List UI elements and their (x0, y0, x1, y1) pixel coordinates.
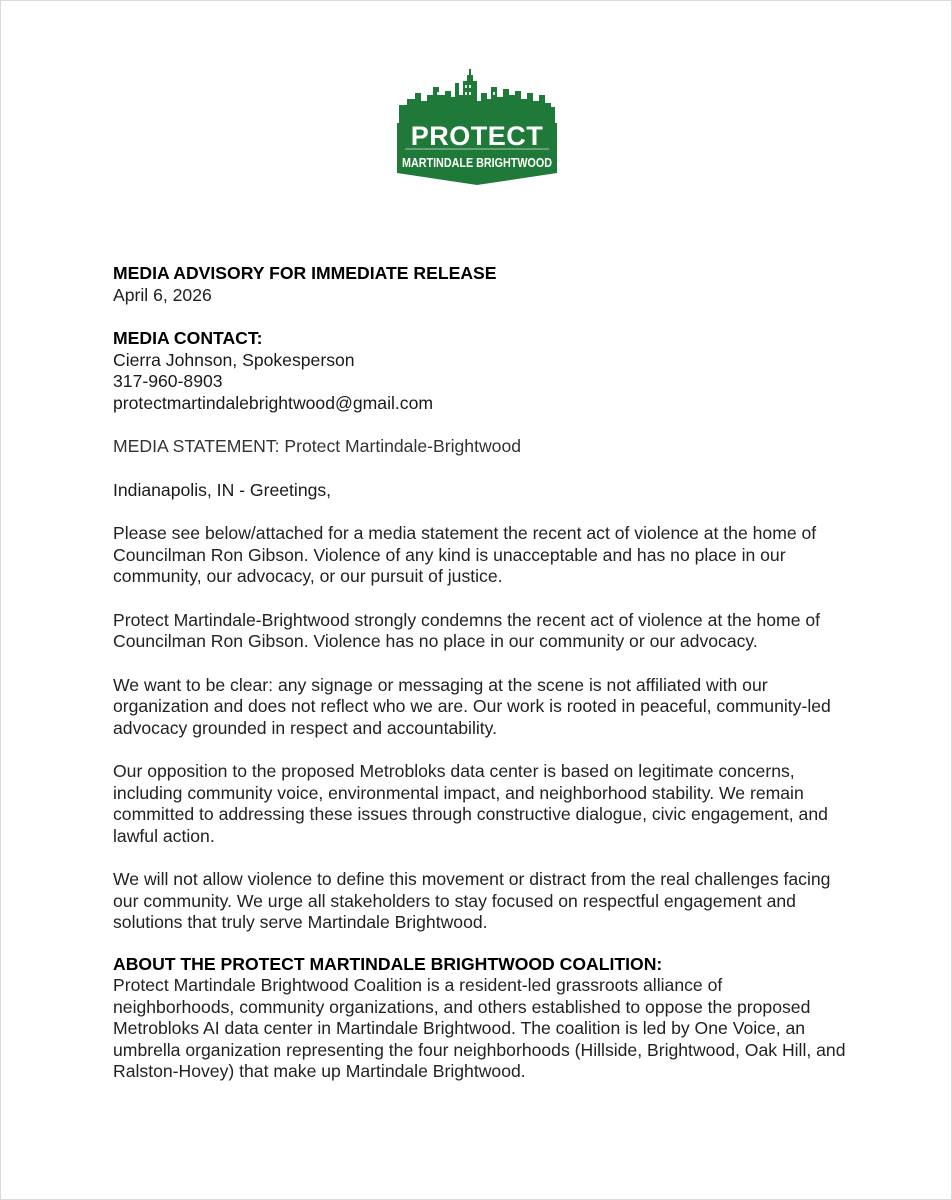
contact-email[interactable]: protectmartindalebrightwood@gmail.com (113, 392, 434, 413)
logo-line2: MARTINDALE BRIGHTWOOD (402, 155, 552, 170)
paragraph-commitment: We will not allow violence to define this movement or distract from the real challenges facing our community. We urge all stakeholders to stay focused on respectful engagement and solutions that truly serve Martindale Brightwood. (113, 869, 831, 932)
paragraph-intro: Please see below/attached for a media statement the recent act of violence at the home of Councilman Ron Gibson. Violence of any kind is unacceptable and has no place in our community, our advocacy, or our pursuit of justice. (113, 523, 817, 586)
paragraph-clarification: We want to be clear: any signage or messaging at the scene is not affiliated with our organization and does not reflect who we are. Our work is rooted in peaceful, community-led advocacy grounded in respect and accountability. (113, 674, 831, 738)
document-body (113, 263, 848, 1083)
paragraph-opposition: Our opposition to the proposed Metrobloks data center is based on legitimate concerns, including community voice, environmental impact, and neighborhood stability. We remain committed to addressing these issues through constructive dialogue, civic engagement, and lawful action. (113, 761, 828, 846)
release-date: April 6, 2026 (113, 284, 212, 305)
contact-name: Cierra Johnson, Spokesperson (113, 349, 355, 370)
about-text: Protect Martindale Brightwood Coalition is a resident-led grassroots alliance of neighborhoods, community organizations, and others established to oppose the proposed Metrobloks AI data center in Martindale Brightwood. The coalition is led by One Voice, an umbrella organization representing the four neighborhoods (Hillside, Brightwood, Oak Hill, and Ralston-Hovey) that make up Martindale Brightwood. (113, 975, 846, 1081)
protect-martindale-brightwood-logo (393, 65, 561, 187)
paragraph-condemnation: Protect Martindale-Brightwood strongly condemns the recent act of violence at the home of Councilman Ron Gibson. Violence has no place in our community or our advocacy. (113, 609, 821, 651)
media-statement-label: MEDIA STATEMENT: Protect Martindale-Brightwood (113, 436, 522, 456)
skyline-shape (399, 69, 555, 127)
logo-line1: PROTECT (410, 121, 544, 151)
contact-phone: 317-960-8903 (113, 371, 223, 391)
about-heading: ABOUT THE PROTECT MARTINDALE BRIGHTWOOD COALITION: (113, 953, 663, 974)
greeting: Indianapolis, IN - Greetings, (113, 479, 332, 500)
media-contact-label: MEDIA CONTACT: (113, 328, 263, 348)
advisory-title: MEDIA ADVISORY FOR IMMEDIATE RELEASE (113, 263, 497, 283)
